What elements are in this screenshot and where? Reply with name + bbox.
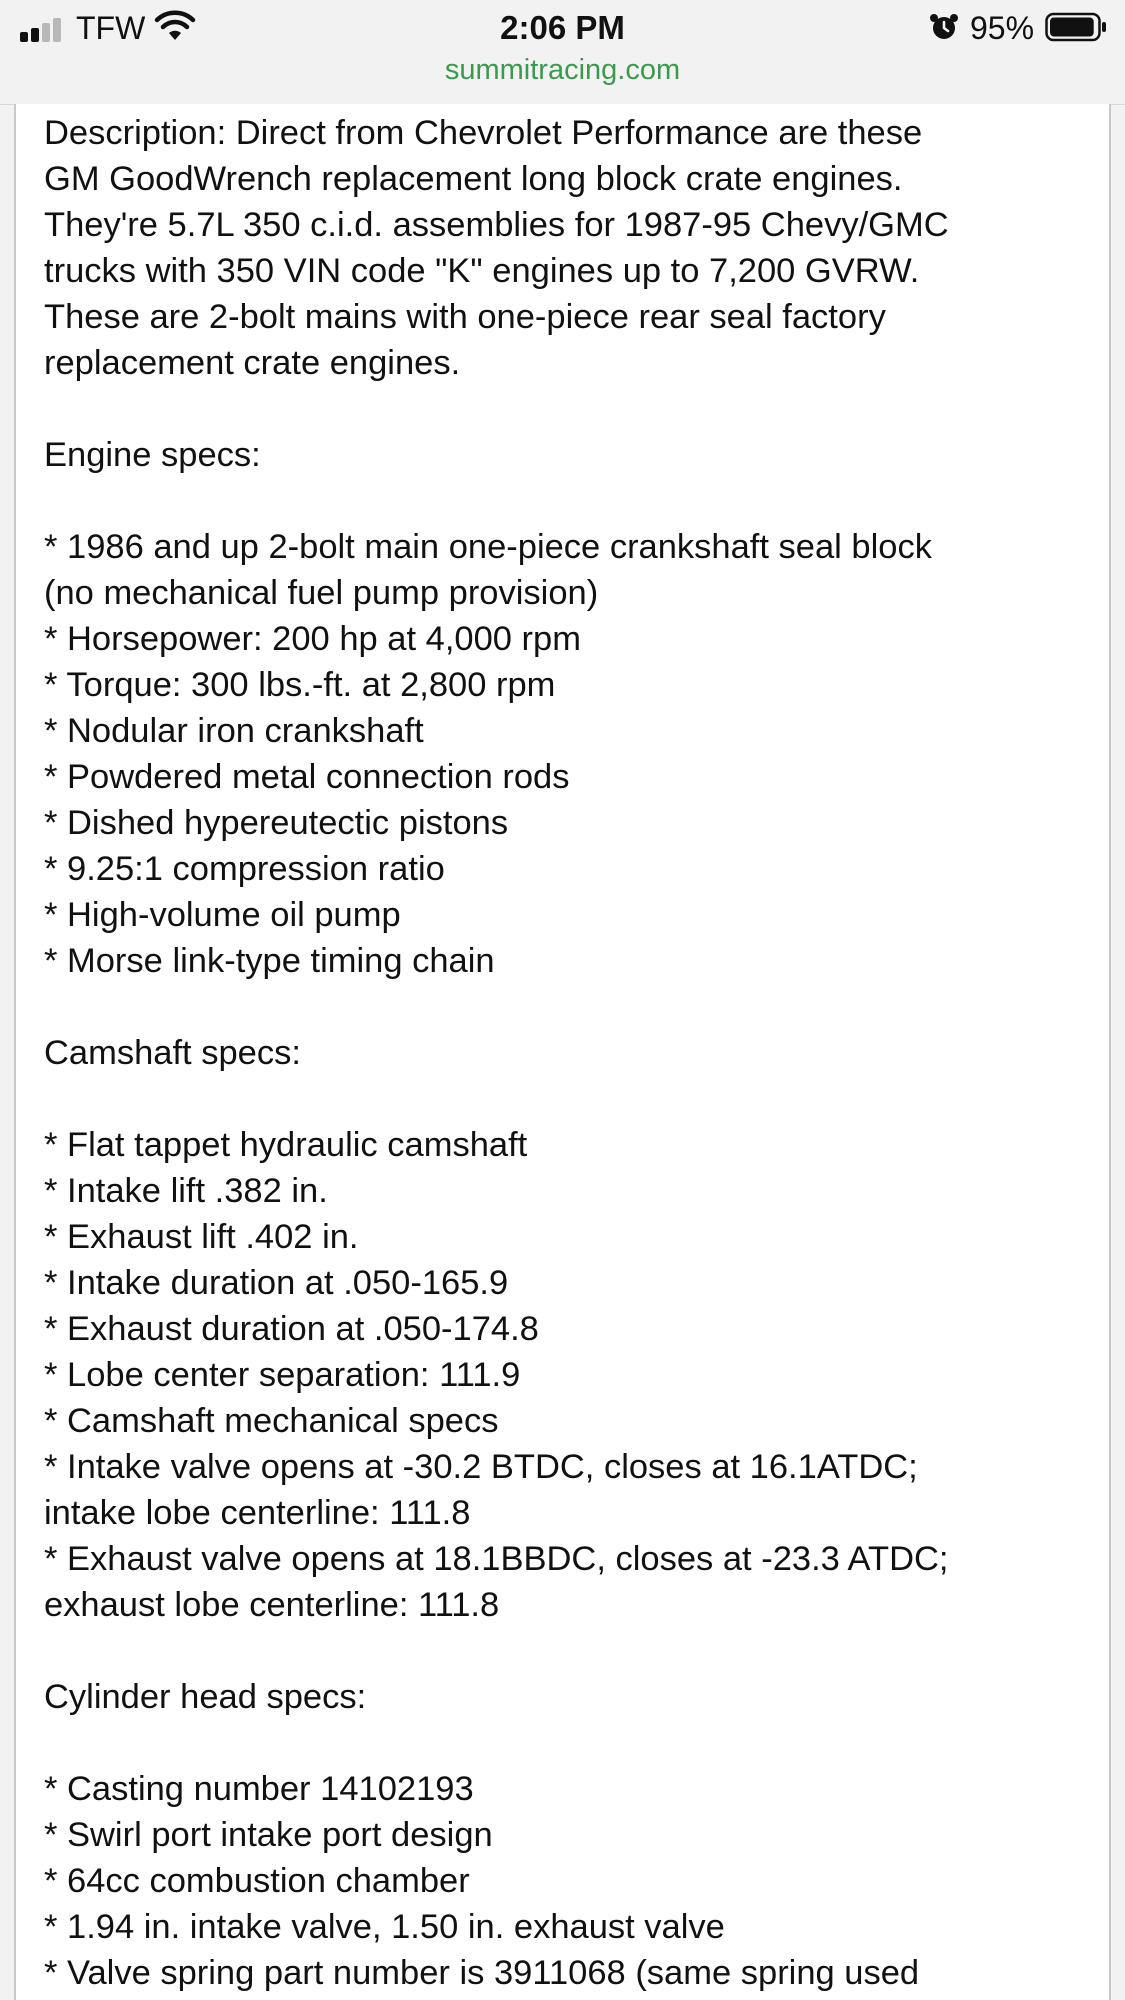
description-line: GM GoodWrench replacement long block crate engines.: [44, 160, 903, 198]
battery-fill: [1050, 18, 1094, 37]
list-item: * Horsepower: 200 hp at 4,000 rpm: [44, 620, 581, 658]
list-item: * Torque: 300 lbs.-ft. at 2,800 rpm: [44, 666, 556, 704]
description-line: Description: Direct from Chevrolet Performance are these: [44, 114, 923, 152]
list-item: * Intake duration at .050-165.9: [44, 1264, 509, 1302]
list-item: * 1.94 in. intake valve, 1.50 in. exhaust valve: [44, 1908, 725, 1946]
list-item: * Morse link-type timing chain: [44, 942, 495, 980]
alarm-icon: [928, 11, 960, 43]
list-item: * Valve spring part number is 3911068 (same spring used: [44, 1954, 920, 1992]
list-item: * 9.25:1 compression ratio: [44, 850, 445, 888]
description-line: These are 2-bolt mains with one-piece rear seal factory: [44, 298, 886, 336]
engine-specs-heading: Engine specs:: [44, 436, 261, 474]
carrier-label: TFW: [76, 10, 146, 46]
description-line: They're 5.7L 350 c.i.d. assemblies for 1987-95 Chevy/GMC: [44, 206, 949, 244]
description-paragraph: [44, 110, 1104, 386]
list-item: intake lobe centerline: 111.8: [44, 1494, 471, 1532]
camshaft-specs-list: [44, 1122, 1104, 1628]
address-bar-url[interactable]: summitracing.com: [444, 54, 681, 86]
clock-time: 2:06 PM: [500, 9, 625, 46]
list-item: * Intake lift .382 in.: [44, 1172, 328, 1210]
list-item: * Nodular iron crankshaft: [44, 712, 424, 750]
battery-icon: [1045, 11, 1107, 43]
list-item: * Swirl port intake port design: [44, 1816, 493, 1854]
list-item: * 1986 and up 2-bolt main one-piece crankshaft seal block: [44, 528, 932, 566]
list-item: * Camshaft mechanical specs: [44, 1402, 499, 1440]
cylinder-head-specs-heading: Cylinder head specs:: [44, 1678, 367, 1716]
cylinder-head-specs-list: [44, 1766, 1104, 1996]
description-line: replacement crate engines.: [44, 344, 461, 382]
list-item: * Lobe center separation: 111.9: [44, 1356, 521, 1394]
list-item: * Dished hypereutectic pistons: [44, 804, 509, 842]
description-text: [44, 110, 1104, 1996]
list-item: * Exhaust duration at .050-174.8: [44, 1310, 539, 1348]
list-item: * Intake valve opens at -30.2 BTDC, closes at 16.1ATDC;: [44, 1448, 918, 1486]
engine-specs-list: [44, 524, 1104, 984]
list-item: * Powdered metal connection rods: [44, 758, 570, 796]
list-item: exhaust lobe centerline: 111.8: [44, 1586, 500, 1624]
camshaft-specs-heading: Camshaft specs:: [44, 1034, 301, 1072]
list-item: * Casting number 14102193: [44, 1770, 474, 1808]
product-description-panel: [14, 104, 1111, 2000]
list-item: * 64cc combustion chamber: [44, 1862, 470, 1900]
description-line: trucks with 350 VIN code "K" engines up to 7,200 GVRW.: [44, 252, 920, 290]
list-item: * Exhaust valve opens at 18.1BBDC, closes at -23.3 ATDC;: [44, 1540, 949, 1578]
list-item: * High-volume oil pump: [44, 896, 401, 934]
status-bar: [0, 0, 1125, 105]
battery-percent: 95%: [970, 10, 1035, 46]
list-item: (no mechanical fuel pump provision): [44, 574, 599, 612]
list-item: * Exhaust lift .402 in.: [44, 1218, 359, 1256]
list-item: * Flat tappet hydraulic camshaft: [44, 1126, 528, 1164]
